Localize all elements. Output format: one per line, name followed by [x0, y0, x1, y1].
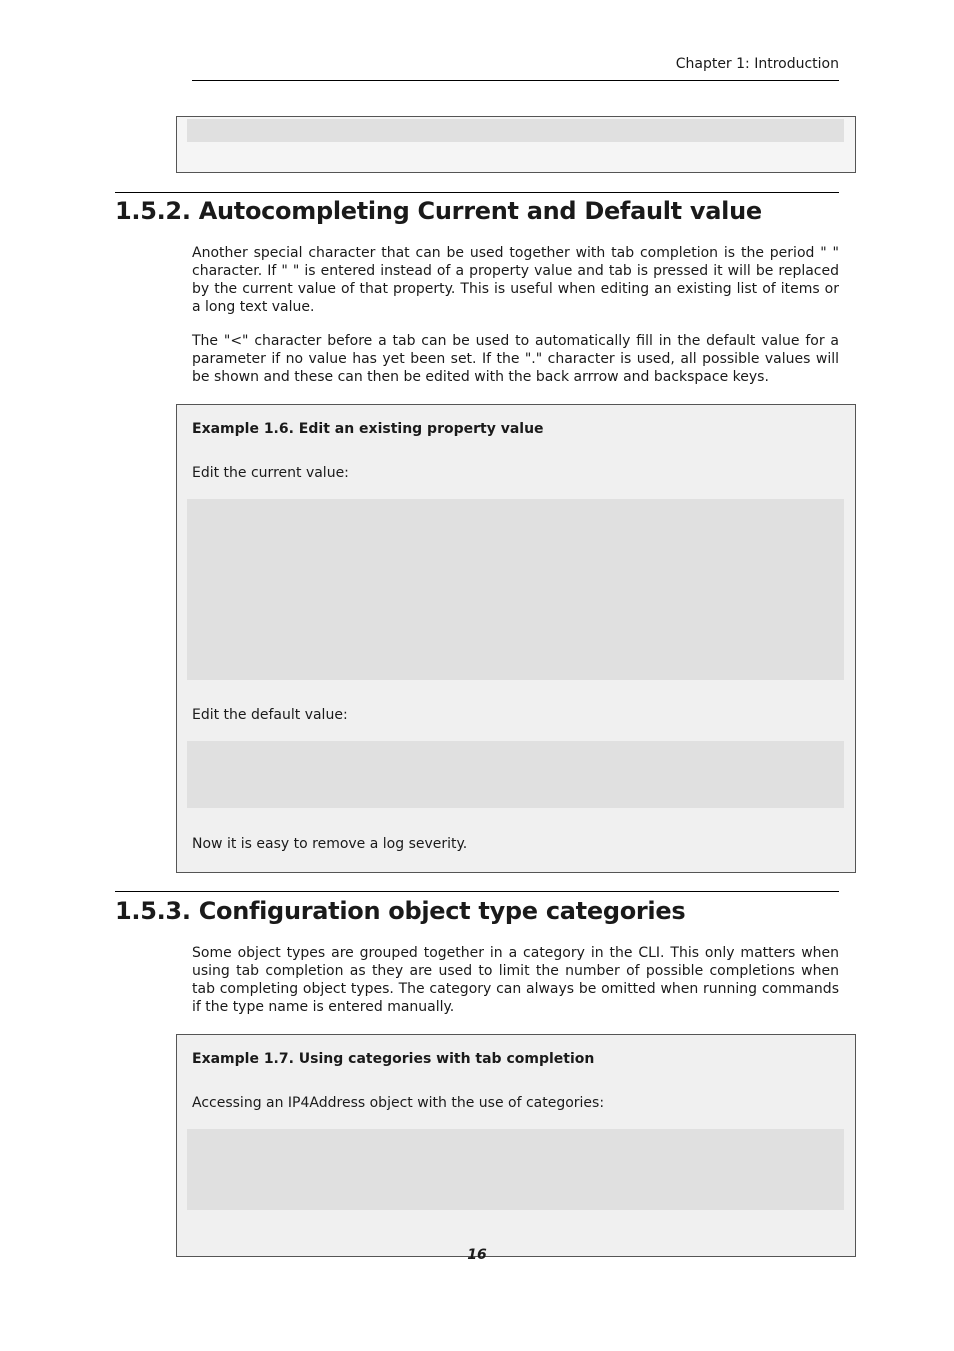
- paragraph: Another special character that can be used together with tab completion is the period " " character. If " " is entered instead of a property value and tab is pressed it will be replaced by the current value of that property. This is useful when editing an existing list of items or a long text value.: [192, 245, 839, 315]
- paragraph: The "<" character before a tab can be used to automatically fill in the default value for a parameter if no value has yet been set. If the "." character is used, all possible values will be shown and these can then be edited with the back arrrow and backspace keys.: [192, 333, 839, 385]
- continued-example-box: [176, 116, 856, 173]
- example-text: Edit the default value:: [192, 707, 348, 723]
- running-header: Chapter 1: Introduction: [675, 56, 839, 72]
- example-box: [176, 1034, 856, 1257]
- example-title: Example 1.7. Using categories with tab completion: [192, 1051, 595, 1067]
- code-block: [187, 499, 844, 680]
- example-text: Accessing an IP4Address object with the use of categories:: [192, 1095, 605, 1111]
- code-block: [187, 741, 844, 808]
- section-rule: [115, 891, 839, 892]
- paragraph: Some object types are grouped together in a category in the CLI. This only matters when using tab completion as they are used to limit the number of possible completions when tab completing object types. The category can always be omitted when running commands if the type name is entered manually.: [192, 945, 839, 1015]
- example-text: Edit the current value:: [192, 465, 349, 481]
- code-block: [187, 119, 844, 142]
- example-title: Example 1.6. Edit an existing property value: [192, 421, 544, 437]
- page-number: 16: [467, 1247, 487, 1263]
- example-text: Now it is easy to remove a log severity.: [192, 836, 468, 852]
- section-title: 1.5.2. Autocompleting Current and Default value: [115, 197, 762, 225]
- section-title: 1.5.3. Configuration object type categories: [115, 897, 686, 925]
- code-block: [187, 1129, 844, 1210]
- example-box: [176, 404, 856, 873]
- header-rule: [192, 80, 839, 81]
- section-rule: [115, 192, 839, 193]
